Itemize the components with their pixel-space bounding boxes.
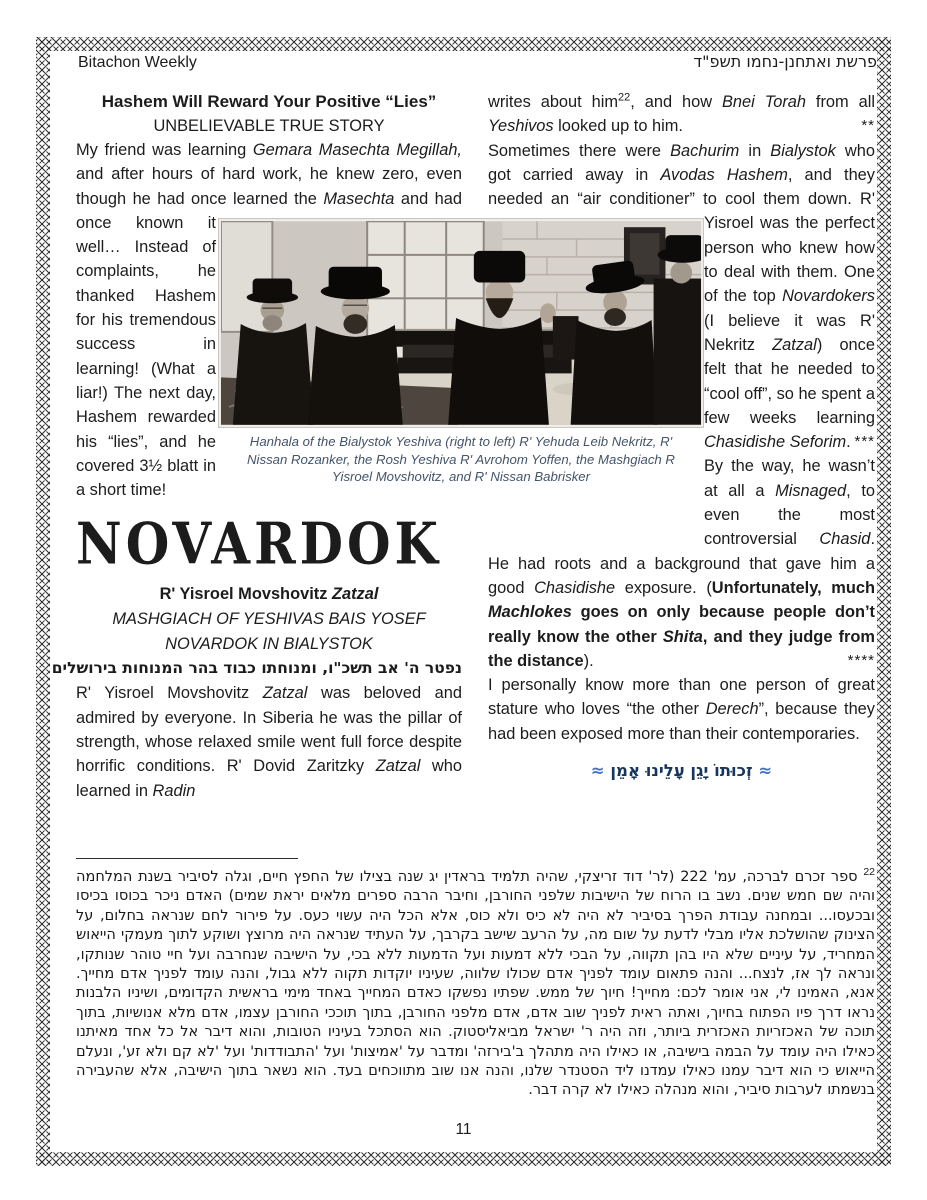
right-column	[488, 90, 875, 783]
right-paragraph-4: I personally know more than one person of great stature who loves “the other Derech”, because they had been exposed more than their contemporaries.	[488, 676, 875, 743]
approx-symbol-left: ≈	[758, 761, 773, 781]
para3-text: By the way, he wasn’t at all a Misnaged, to even the most controversial Chasid. He had roots and a background that gave him a good Chasidishe exposure. (Unfortunately, much Machlokes goes on only because people don’t really know the other Shita, and they judge from the distance).	[488, 457, 875, 670]
article-subtitle: UNBELIEVABLE TRUE STORY	[153, 117, 385, 135]
border-bottom	[36, 1152, 891, 1166]
blessing-text: זְכוּתוֹ יָגֵן עָלֵינוּ אָמֵן	[610, 761, 753, 781]
asterisks-4: ****	[847, 651, 875, 669]
para2-text-b: them down. R' Yisroel was the perfect person who knew how to deal with them. One of the top Novardokers (I believe it was R' Nekritz Zatzal) once felt that he needed to “cool off”, so he spent a few weeks learning Chasidishe Seforim.	[704, 190, 875, 452]
footnote-section	[76, 858, 875, 1101]
novardok-headline: NOVARDOK	[76, 510, 443, 578]
page-number: 11	[455, 1121, 472, 1138]
left-column	[51, 90, 462, 803]
story-paragraph	[76, 138, 462, 502]
story-text-b: the Masechta and had once known it well… Instead of complaints, he thanked Hashem for his tremendous success in learning! (What a liar!) The next day, Hashem rewarded his “lies”, and he covered 3½ blatt in a short time!	[76, 189, 462, 500]
photo-caption: Hanhala of the Bialystok Yeshiva (right to left) R' Yehuda Leib Nekritz, R' Nissan Rozanker, the Rosh Yeshiva R' Avrohom Yoffen, the Mashgiach R Yisroel Movshovitz, and R' Nissan Babrisker	[247, 434, 675, 485]
right-paragraph-1	[488, 90, 875, 139]
asterisks-3: ***	[854, 433, 875, 451]
bio-paragraph: R' Yisroel Movshovitz Zatzal was beloved and admired by everyone. In Siberia he was the pillar of strength, whose relaxed smile went full force despite horrific conditions. R' Dovid Zaritzky Zatzal who learned in Radin	[76, 684, 462, 800]
photo-wrap-spacer	[216, 211, 462, 528]
footnote-body: ספר זכרם לברכה, עמ' 222 (לר' דוד זריצקי, שהיה תלמיד בראדין יג שנה בצילו של החפץ חיים, וגלה לסיביר בשנת המלחמה והיה שם חמש שנים. נשב בו הרוח של הישיבות שלפני החורבן, וחיבר הרבה ספרים מלאים יראת שמים) האדם ניכר בכוסו בכיסו ובכעסו... ובמחנה עבודת הפרך בסיביר לא היה לא כיס ולא כוס, אלא הכל היה עשוי כעס. על פירור לחם שנראה בחלום, על הצינוק שהושלכת אליו מבלי לדעת על שום מה, על הרעב שישב בקרבך, על העתיד שנראה היה מרוצץ ושוקע לתוך מעמקי הייאוש המחריד, על עיניים שלא היו בהן תקווה, על הבכי ללא דמעות ועל הדמעות ללא בכי, על הישיבה שנחרבה ועל חיי טוהר שנותקו, ונראה לך אז, לנצח... והנה פתאום עומד לפניך אדם שכולו שלווה, שעיניו יוקדות תקוה ללא גבול, והנה עומד לפניך אדם מחייך. אנא, האמינו לי, אני אומר לכם: מחייך! חיוך של ממש. שפתיו נפשקו כאדם המחייך באחד מימי בראשית הקדומים, ושיניו הלבנות נראו דרך פיו הפתוח בחיוך, ואתה ראית לפניך שוב אדם, אדם מלפני החורבן, בתוך תוככי החורבן עצמו, אדם מלא אנושיות, בתוך תוכה של האכזריות האכזרית ביותר, וזה היה ר' ישראל מביאליסטוק. הוא הסתכל בעיניו הטובות, והוא דיבר אל כל אחד מאיתנו כאילו היה עומד על הבמה בישיבה, או כאילו היה מתהלך ב'בירזה' ומדבר על 'אמיצות' ועל 'התבודדות' ועל 'לא קם ולא זע', ונעלם הייאוש כי הוא דיבר עמנו כאילו עמדנו ליד הסטנדר שלנו, והנה אנו שוב מתווכחים בעד. הוא נשאר בתוך הישיבה, אלא שהעבירה בנשמתו לערבות סיביר, והוא מנהלה כאילו לא קרה דבר.	[76, 869, 875, 1099]
newsletter-title: Bitachon Weekly	[78, 54, 197, 71]
right-paragraph-2	[488, 139, 875, 455]
para2-text-a: Sometimes there were Bachurim in Bialystok who got carried away in Avodas Hashem, and they needed an “air conditioner” to cool	[488, 141, 876, 209]
approx-symbol-right: ≈	[590, 761, 605, 781]
photo-wrap-spacer	[488, 211, 704, 528]
hebrew-memorial-line: נפטר ה' אב תשכ"ו, ומנוחתו כבוד בהר המנוחות בירושלים	[51, 659, 462, 678]
footnote-text	[76, 868, 875, 1101]
parsha-date-header: פרשת ואתחנן-נחמו תשפ"ד	[693, 52, 877, 71]
border-left	[36, 37, 50, 1166]
article-title: Hashem Will Reward Your Positive “Lies”	[101, 92, 437, 111]
footnote-marker: 22	[863, 866, 875, 879]
asterisks-2: **	[861, 117, 875, 135]
border-right	[877, 37, 891, 1166]
rabbi-name-line: R' Yisroel Movshovitz Zatzal	[159, 585, 379, 604]
hebrew-blessing-line	[488, 759, 875, 783]
footnote-separator	[76, 858, 298, 859]
role-line-1: MASHGIACH OF YESHIVAS BAIS YOSEF	[112, 610, 426, 629]
para1-text: writes about him$^{22}$, and how Bnei Torah from all Yeshivos looked up to him.	[488, 91, 876, 136]
role-line-2: NOVARDOK IN BIALYSTOK	[165, 634, 373, 653]
border-top	[36, 37, 891, 51]
story-text-a: My friend was learning Gemara Masechta Megillah, and after hours of hard work, he knew zero, even though he had once learned	[76, 141, 462, 208]
